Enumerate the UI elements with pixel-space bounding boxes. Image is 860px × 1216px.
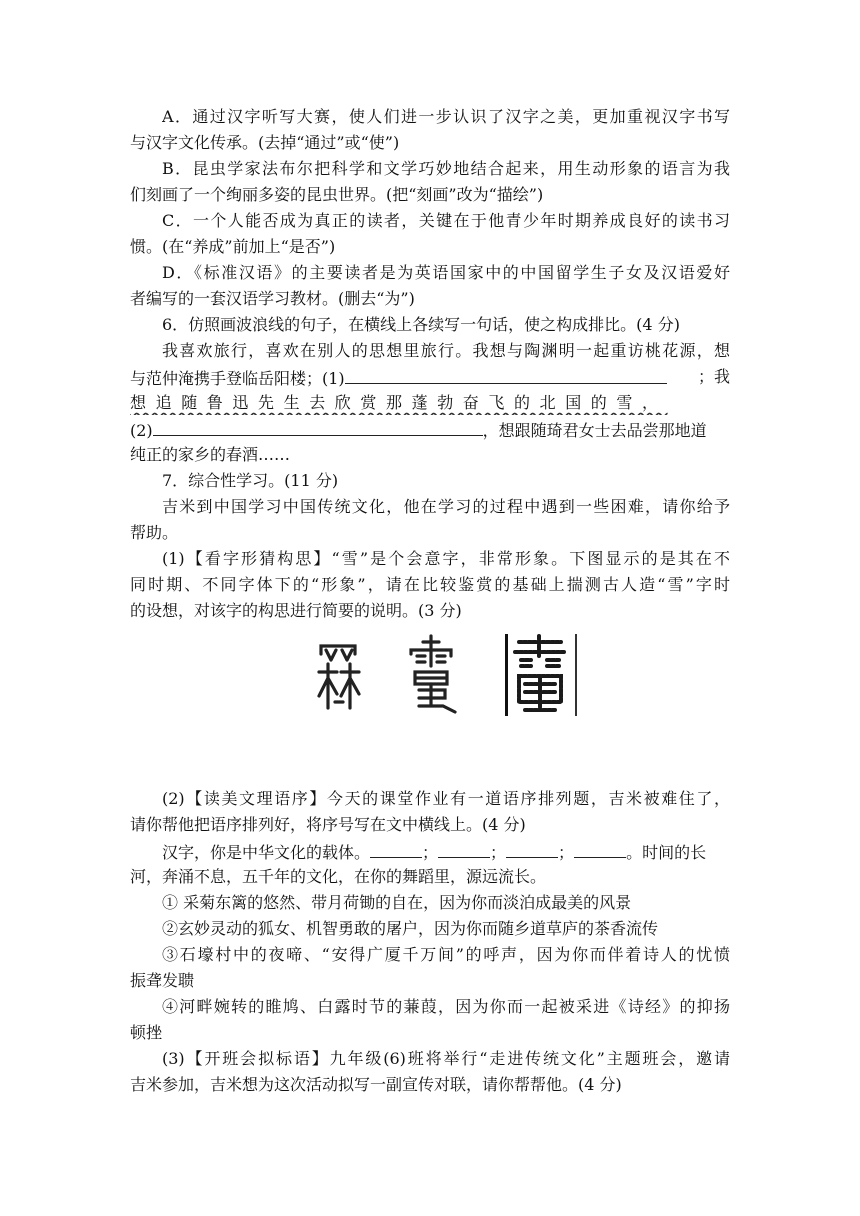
option-a-line2: 与汉字文化传承。(去掉“通过”或“使”) — [130, 133, 400, 152]
order-blank-2[interactable] — [438, 839, 490, 858]
passage-end: 。时间的长 — [626, 843, 707, 862]
question-6-title: 6．仿照画波浪线的句子，在横线上各续写一句话，使之构成排比。(4 分) — [162, 315, 680, 334]
blank-separator: ； — [422, 843, 439, 862]
order-option-2: ②玄妙灵动的狐女、机智勇敢的屠户，因为你而随乡道草庐的茶香流传 — [162, 919, 659, 938]
option-b-line1: B．昆虫学家法布尔把科学和文学巧妙地结合起来，用生动形象的语言为我 — [162, 159, 730, 178]
order-option-3-line2: 振聋发聩 — [130, 971, 195, 990]
q6-passage-text-end: ；我 — [697, 367, 730, 386]
answer-blank-1[interactable] — [345, 365, 667, 384]
order-option-4-line1: ④河畔婉转的睢鸠、白露时节的蒹葭，因为你而一起被采进《诗经》的抑扬 — [162, 997, 730, 1016]
q6-passage-text: 与范仲淹携手登临岳阳楼；(1) — [130, 369, 345, 388]
wavy-underlined-text: 想追随鲁迅先生去欣赏那蓬勃奋飞的北国的雪， — [130, 393, 668, 412]
snow-glyph-seal — [411, 636, 455, 712]
q7-part2-passage-line2: 河，奔涌不息，五千年的文化，在你的舞蹈里，源远流长。 — [130, 867, 547, 886]
q7-part1-line3: 的设想，对该字的构思进行简要的说明。(3 分) — [130, 601, 462, 620]
order-blank-4[interactable] — [574, 839, 626, 858]
q6-blank-label: (2) — [130, 421, 153, 440]
order-blank-1[interactable] — [370, 839, 422, 858]
q7-part2-line1: (2)【读美文理语序】今天的课堂作业有一道语序排列题，吉米被难住了， — [162, 789, 730, 808]
option-a-line1: A．通过汉字听写大赛，使人们进一步认识了汉字之美，更加重视汉字书写 — [162, 107, 730, 126]
order-option-1: ① 采菊东篱的悠然、带月荷锄的自在，因为你而淡泊成最美的风景 — [162, 893, 632, 912]
q7-part2-passage-line1 — [162, 839, 730, 865]
order-option-3-line1: ③石壕村中的夜啼、“安得广厦千万间”的呼声，因为你而伴着诗人的忧愤 — [162, 945, 730, 964]
option-d-line2: 者编写的一套汉语学习教材。(删去“为”) — [130, 289, 415, 308]
snow-glyph-oracle — [319, 646, 359, 708]
passage-start: 汉字，你是中华文化的载体。 — [162, 843, 371, 862]
q6-passage-line5: 纯正的家乡的春酒…… — [130, 445, 291, 464]
q6-passage-line4 — [130, 417, 730, 443]
option-d-line1: D．《标准汉语》的主要读者是为英语国家中的中国留学生子女及汉语爱好 — [162, 263, 730, 282]
answer-blank-2[interactable] — [153, 417, 483, 436]
option-b-line2: 们刻画了一个绚丽多姿的昆虫世界。(把“刻画”改为“描绘”) — [130, 185, 544, 204]
q6-passage-text-cont: ，想跟随琦君女士去品尝那地道 — [482, 421, 707, 440]
q6-wavy-sentence — [130, 391, 730, 415]
order-blank-3[interactable] — [506, 839, 558, 858]
q6-passage-line1: 我喜欢旅行，喜欢在别人的思想里旅行。我想与陶渊明一起重访桃花源，想 — [162, 341, 730, 360]
option-c-line2: 惯。(在“养成”前加上“是否”) — [130, 237, 336, 256]
q7-part3-line2: 吉米参加，吉米想为这次活动拟写一副宣传对联，请你帮帮他。(4 分) — [130, 1075, 622, 1094]
order-option-4-line2: 顿挫 — [130, 1023, 163, 1042]
snow-glyph-stone — [505, 634, 577, 716]
blank-separator: ； — [490, 843, 507, 862]
q7-intro-line2: 帮助。 — [130, 523, 179, 542]
option-c-line1: C．一个人能否成为真正的读者，关键在于他青少年时期养成良好的读书习 — [162, 211, 730, 230]
snow-character-forms-image — [315, 632, 585, 718]
q7-part3-line1: (3)【开班会拟标语】九年级(6)班将举行“走进传统文化”主题班会，邀请 — [162, 1049, 730, 1068]
q7-intro-line1: 吉米到中国学习中国传统文化，他在学习的过程中遇到一些困难，请你给予 — [162, 497, 730, 516]
question-7-title: 7．综合性学习。(11 分) — [162, 471, 339, 490]
q7-part1-line1: (1)【看字形猜构思】“雪”是个会意字，非常形象。下图显示的是其在不 — [162, 549, 730, 568]
q7-part1-line2: 同时期、不同字体下的“形象”，请在比较鉴赏的基础上揣测古人造“雪”字时 — [130, 575, 730, 594]
blank-separator: ； — [558, 843, 575, 862]
q6-passage-line2 — [130, 365, 730, 391]
q7-part2-line2: 请你帮他把语序排列好，将序号写在文中横线上。(4 分) — [130, 815, 526, 834]
